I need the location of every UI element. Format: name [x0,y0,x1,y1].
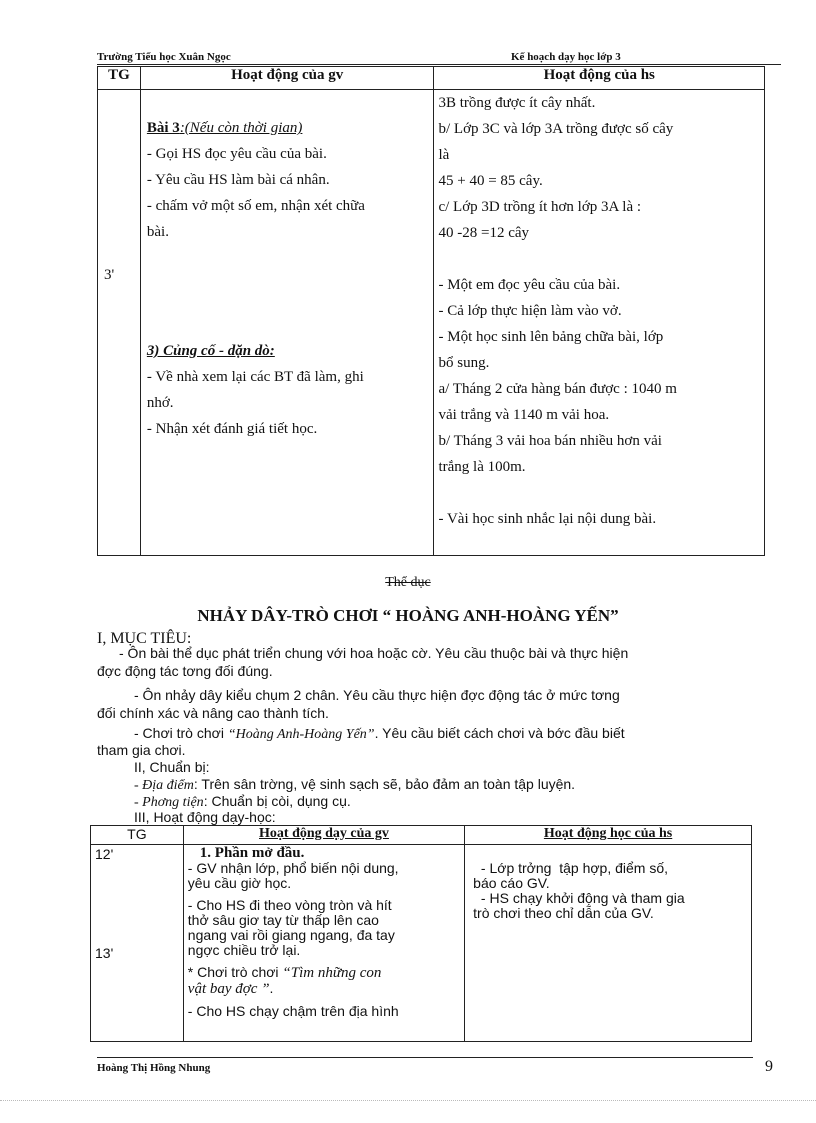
hs-line: 3B trồng được ít cây nhất. [438,95,596,111]
hs-line: 40 -28 =12 cây [438,225,530,241]
hs-line: báo cáo GV. [473,875,550,891]
header-school: Trường Tiểu học Xuân Ngọc [97,51,231,63]
table-header-row [98,67,765,90]
gv-line: nhớ. [146,395,174,411]
gv-line: - chấm vở một số em, nhận xét chữa [146,198,365,214]
bai3-line: Bài 3:(Nếu còn thời gian) [146,120,303,136]
gv-line: - Cho HS đi theo vòng tròn và hít [187,897,392,913]
lesson-table-2 [90,825,752,1042]
hs-line: trò chơi theo chỉ dẫn của GV. [473,905,654,921]
muc-tieu-heading: I, MỤC TIÊU: [97,630,192,647]
gv-line: vật bay đợc ”. [187,980,274,997]
table-row [98,90,765,556]
hs-line: - Một học sinh lên bảng chữa bài, lớp [438,329,664,345]
dia-diem-line: - Địa điểm: Trên sân trờng, vệ sinh sạch sẽ, bảo đảm an toàn tập luyện. [134,776,576,793]
objective-line: đối chính xác và nâng cao thành tích. [97,705,329,721]
page-number: 9 [765,1058,773,1075]
objective-line: - Ôn nhảy dây kiểu chụm 2 chân. Yêu cầu thực hiện đợc động tác ở mức tơng [134,687,620,703]
hs-line: 45 + 40 = 85 cây. [438,173,543,189]
gv-line: ngang vai rồi giang ngang, đa tay [187,927,395,943]
hs-line: - Cả lớp thực hiện làm vào vở. [438,303,622,319]
hs-line: c/ Lớp 3D trồng ít hơn lớp 3A là : [438,199,642,215]
hs-line: - HS chạy khởi động và tham gia [473,890,685,906]
footer-author: Hoàng Thị Hồng Nhung [97,1062,211,1074]
hs-line: trắng là 100m. [438,459,526,475]
subject-heading: Thể dục [385,575,431,590]
phan-mo-dau-heading: 1. Phần mở đầu. [199,845,305,861]
hs-line [434,480,764,506]
gv-line: yêu cầu giờ học. [187,875,292,891]
gv-line: - GV nhận lớp, phổ biến nội dung, [187,860,399,876]
th-gv: Hoạt động của gv [140,67,434,90]
hs-line: vải trắng và 1140 m vải hoa. [438,407,610,423]
tg-value: 12' [95,846,114,862]
hs-line: b/ Tháng 3 vải hoa bán nhiều hơn vải [438,433,662,449]
cell-gv [183,845,464,1042]
lesson-title: NHẢY DÂY-TRÒ CHƠI “ HOÀNG ANH-HOÀNG YẾN” [197,606,619,625]
gv-line: ngợc chiều trở lại. [187,942,301,958]
th-tg: TG [91,826,184,845]
tg-value: 13' [95,945,114,961]
cung-co-heading: 3) Củng cố - dặn dò: [146,343,275,359]
chuan-bi-heading: II, Chuẩn bị: [134,759,210,775]
page-bottom-border [0,1100,816,1101]
gv-line: - Nhận xét đánh giá tiết học. [146,421,318,437]
hs-line: là [438,147,450,163]
gv-line: bài. [146,224,169,240]
tg-value: 3' [104,267,115,283]
hs-line: - Một em đọc yêu cầu của bài. [438,277,621,293]
th-gv: Hoạt động dạy của gv [183,826,464,845]
objective-line: đợc động tác tơng đối đúng. [97,663,273,679]
header-rule [97,64,781,65]
objective-line: tham gia chơi. [97,742,186,758]
objective-line: - Chơi trò chơi “Hoàng Anh-Hoàng Yến”. Yêu cầu biết cách chơi và bớc đầu biết [134,725,625,742]
phuong-tien-line: - Phơng tiện: Chuẩn bị còi, dụng cụ. [134,793,351,810]
table-row [91,845,752,1042]
cell-gv [140,90,434,556]
hoat-dong-heading: III, Hoạt động dạy-học: [134,809,276,825]
cell-hs [434,90,765,556]
lesson-table-1 [97,66,765,556]
cell-tg [98,90,141,556]
hs-line: - Lớp trởng tập hợp, điểm số, [473,860,669,876]
objective-line: - Ôn bài thể dục phát triển chung với hoa hoặc cờ. Yêu cầu thuộc bài và thực hiện [119,645,629,661]
th-tg: TG [98,67,141,90]
gv-line: thở sâu giơ tay từ thấp lên cao [187,912,379,928]
hs-line: b/ Lớp 3C và lớp 3A trồng được số cây [438,121,674,137]
hs-line: bổ sung. [438,355,490,371]
th-hs: Hoạt động học của hs [465,826,752,845]
gv-line: - Cho HS chạy chậm trên địa hình [187,1003,399,1019]
hs-line: a/ Tháng 2 cửa hàng bán được : 1040 m [438,381,677,397]
gv-line: - Gọi HS đọc yêu cầu của bài. [146,146,327,162]
footer-rule [97,1057,753,1058]
cell-tg [91,845,184,1042]
gv-line: - Về nhà xem lại các BT đã làm, ghi [146,369,364,385]
table-header-row [91,826,752,845]
th-hs: Hoạt động của hs [434,67,765,90]
gv-line: * Chơi trò chơi “Tìm những con [187,964,382,981]
gv-line: - Yêu cầu HS làm bài cá nhân. [146,172,330,188]
cell-hs [465,845,752,1042]
hs-line [434,246,764,272]
header-plan: Kế hoạch dạy học lớp 3 [511,51,621,63]
hs-line: - Vài học sinh nhắc lại nội dung bài. [438,511,657,527]
